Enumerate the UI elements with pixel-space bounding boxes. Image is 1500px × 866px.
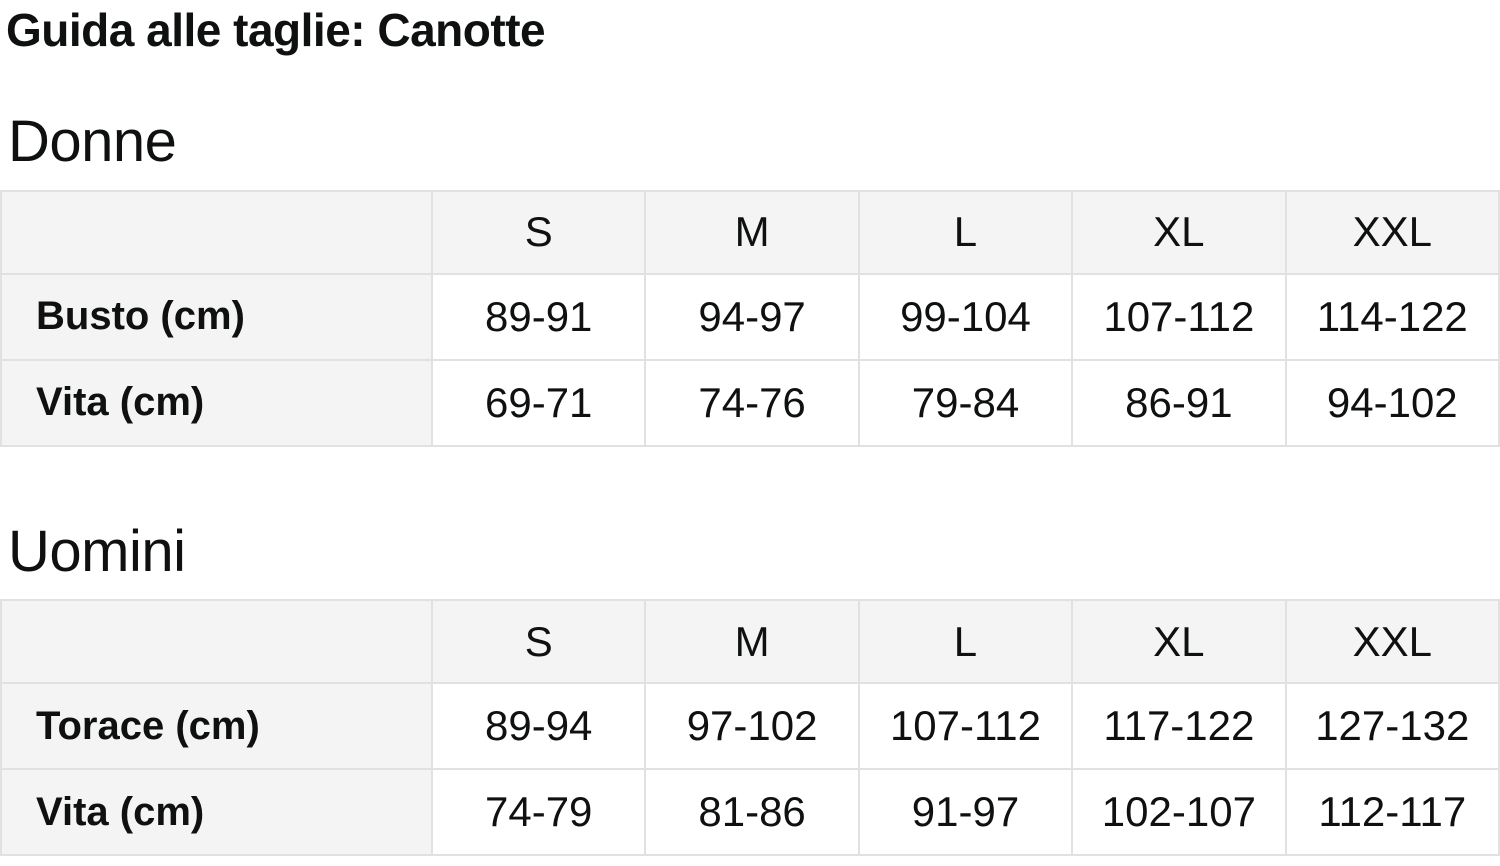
size-value-cell: 117-122 (1072, 683, 1285, 769)
column-header-s: S (432, 191, 645, 274)
size-guide-page (0, 4, 1500, 856)
size-value-cell: 86-91 (1072, 360, 1285, 446)
size-value-cell: 69-71 (432, 360, 645, 446)
column-header-l: L (859, 600, 1072, 683)
size-value-cell: 89-91 (432, 274, 645, 360)
table-row-vita (1, 360, 1499, 446)
column-header-xxl: XXL (1286, 191, 1499, 274)
column-header-m: M (645, 600, 858, 683)
row-label: Vita (cm) (1, 769, 432, 855)
size-value-cell: 127-132 (1286, 683, 1499, 769)
row-label: Torace (cm) (1, 683, 432, 769)
size-value-cell: 79-84 (859, 360, 1072, 446)
table-row-busto (1, 274, 1499, 360)
row-label: Vita (cm) (1, 360, 432, 446)
table-row-vita (1, 769, 1499, 855)
size-table-donne (0, 190, 1500, 447)
section-uomini (0, 519, 1500, 857)
size-value-cell: 112-117 (1286, 769, 1499, 855)
size-value-cell: 94-102 (1286, 360, 1499, 446)
size-value-cell: 94-97 (645, 274, 858, 360)
size-value-cell: 102-107 (1072, 769, 1285, 855)
row-label: Busto (cm) (1, 274, 432, 360)
size-value-cell: 89-94 (432, 683, 645, 769)
size-value-cell: 107-112 (1072, 274, 1285, 360)
page-title: Guida alle taglie: Canotte (6, 4, 546, 56)
corner-cell (1, 191, 432, 274)
table-header-row (1, 191, 1499, 274)
column-header-xxl: XXL (1286, 600, 1499, 683)
size-value-cell: 74-76 (645, 360, 858, 446)
size-value-cell: 91-97 (859, 769, 1072, 855)
section-heading-uomini: Uomini (8, 518, 186, 584)
corner-cell (1, 600, 432, 683)
table-row-torace (1, 683, 1499, 769)
size-value-cell: 99-104 (859, 274, 1072, 360)
size-value-cell: 107-112 (859, 683, 1072, 769)
size-value-cell: 114-122 (1286, 274, 1499, 360)
column-header-s: S (432, 600, 645, 683)
column-header-l: L (859, 191, 1072, 274)
size-table-uomini (0, 599, 1500, 856)
column-header-xl: XL (1072, 600, 1285, 683)
column-header-xl: XL (1072, 191, 1285, 274)
size-value-cell: 81-86 (645, 769, 858, 855)
table-header-row (1, 600, 1499, 683)
size-value-cell: 97-102 (645, 683, 858, 769)
column-header-m: M (645, 191, 858, 274)
section-heading-donne: Donne (8, 108, 177, 174)
size-value-cell: 74-79 (432, 769, 645, 855)
section-donne (0, 109, 1500, 447)
